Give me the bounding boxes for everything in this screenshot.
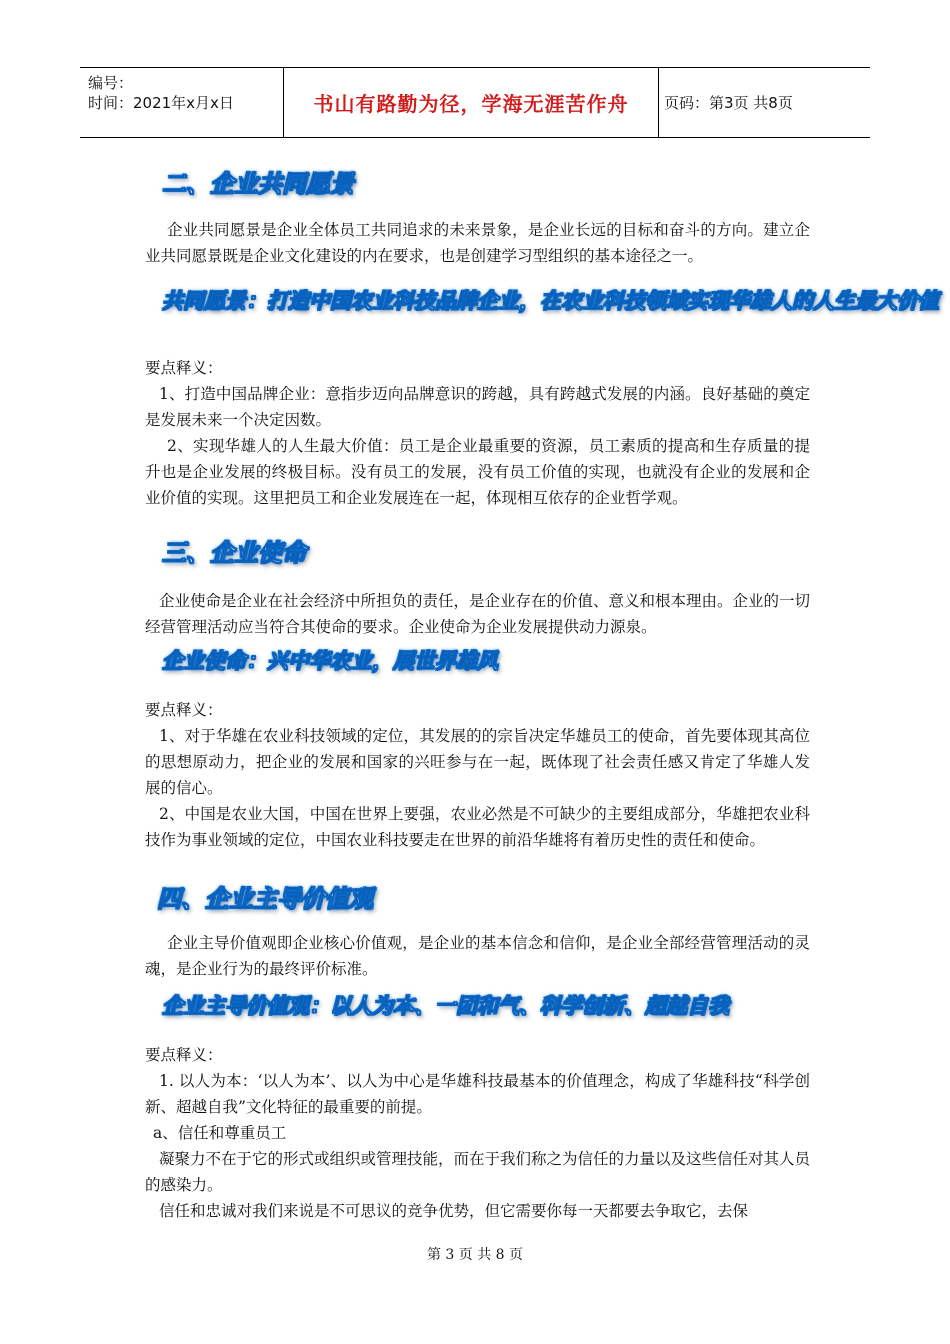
section3-points — [145, 697, 810, 853]
section2-banner: 共同愿景：打造中国农业科技品牌企业，在农业科技领域实现华雄人的人生最大价值 — [162, 289, 939, 313]
paragraph: 信任和忠诚对我们来说是不可思议的竞争优势，但它需要你每一天都要去争取它，去保 — [159, 1202, 749, 1220]
section3-intro — [145, 588, 810, 640]
section2-intro-text: 企业共同愿景是企业全体员工共同追求的未来景象，是企业长远的目标和奋斗的方向。建立企业共同愿景既是企业文化建设的内在要求，也是创建学习型组织的基本途径之一。 — [145, 221, 810, 265]
point-item: 1、打造中国品牌企业：意指步迈向品牌意识的跨越，具有跨越式发展的内涵。良好基础的奠定是发展未来一个决定因数。 — [145, 385, 810, 429]
points-label: 要点释义： — [145, 359, 223, 377]
date-label: 时间：2021年x月x日 — [88, 94, 234, 112]
section4-intro-text: 企业主导价值观即企业核心价值观，是企业的基本信念和信仰，是企业全部经营管理活动的灵魂，是企业行为的最终评价标准。 — [145, 934, 810, 978]
point-item: 2、中国是农业大国，中国在世界上要强，农业必然是不可缺少的主要组成部分，华雄把农业科技作为事业领域的定位，中国农业科技要走在世界的前沿华雄将有着历史性的责任和使命。 — [145, 805, 810, 849]
points-label: 要点释义： — [145, 701, 223, 719]
section2-intro — [145, 217, 810, 269]
point-item: 1. 以人为本：‘以人为本’、以人为中心是华雄科技最基本的价值理念，构成了华雄科技“科学创新、超越自我”文化特征的最重要的前提。 — [145, 1072, 810, 1116]
page-info: 页码：第3页 共8页 — [664, 94, 793, 112]
section4-banner: 企业主导价值观：以人为本、一团和气、科学创新、超越自我 — [162, 994, 729, 1018]
points-label: 要点释义： — [145, 1046, 223, 1064]
point-item: 1、对于华雄在农业科技领域的定位，其发展的的宗旨决定华雄员工的使命，首先要体现其高位的思想原动力，把企业的发展和国家的兴旺参与在一起，既体现了社会责任感又肯定了华雄人发展的信心。 — [145, 727, 810, 797]
point-item: 2、实现华雄人的人生最大价值：员工是企业最重要的资源，员工素质的提高和生存质量的提升也是企业发展的终极目标。没有员工的发展，没有员工价值的实现，也就没有企业的发展和企业价值的实现。这里把员工和企业发展连在一起，体现相互依存的企业哲学观。 — [145, 437, 810, 507]
motto-text: 书山有路勤为径，学海无涯苦作舟 — [313, 92, 629, 116]
sub-item-a: a、信任和尊重员工 — [153, 1124, 287, 1142]
section4-intro — [145, 930, 810, 982]
number-label: 编号： — [88, 74, 134, 92]
section2-points — [145, 355, 810, 511]
header-motto-cell — [283, 68, 659, 137]
section3-intro-text: 企业使命是企业在社会经济中所担负的责任，是企业存在的价值、意义和根本理由。企业的一切经营管理活动应当符合其使命的要求。企业使命为企业发展提供动力源泉。 — [145, 592, 811, 636]
page-header — [80, 67, 870, 138]
header-left-cell — [80, 68, 283, 137]
section3-banner: 企业使命：兴中华农业，展世界雄风 — [162, 649, 498, 673]
header-page-cell — [658, 68, 870, 137]
section4-points — [145, 1042, 810, 1224]
section2-heading: 二、企业共同愿景 — [162, 170, 354, 198]
paragraph: 凝聚力不在于它的形式或组织或管理技能，而在于我们称之为信任的力量以及这些信任对其人员的感染力。 — [145, 1150, 811, 1194]
section3-heading: 三、企业使命 — [162, 539, 306, 567]
section4-heading: 四、企业主导价值观 — [157, 885, 373, 913]
page-footer: 第 3 页 共 8 页 — [426, 1247, 524, 1263]
